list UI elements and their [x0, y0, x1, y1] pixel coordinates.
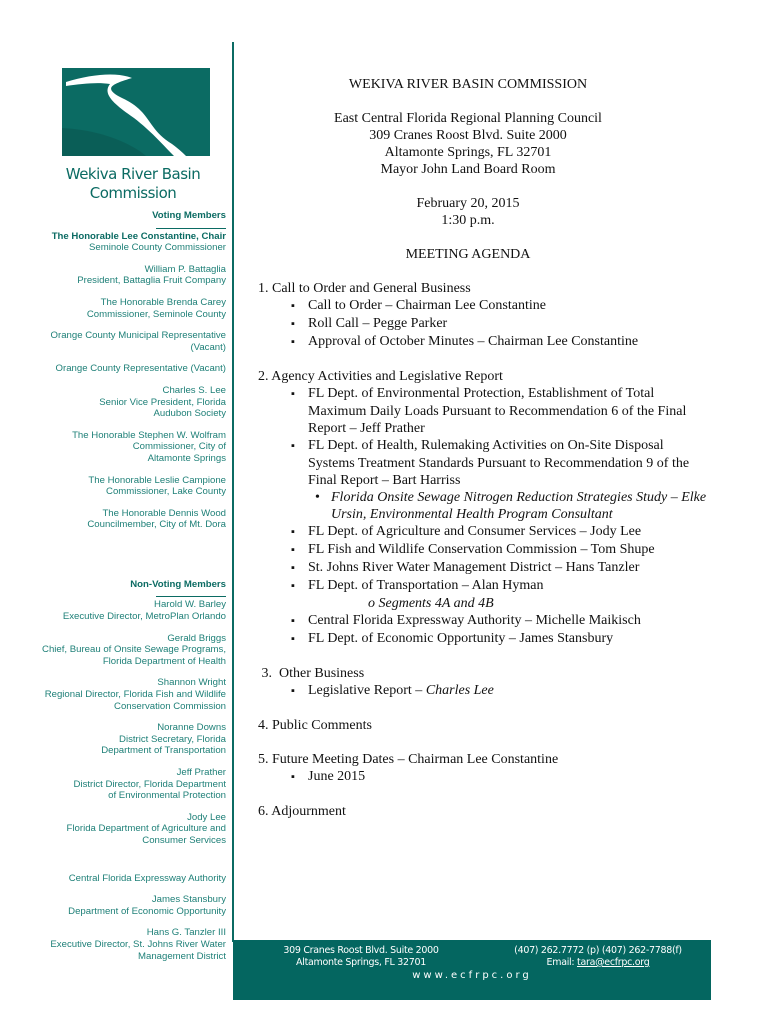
member-title: District Secretary, Florida: [119, 733, 226, 745]
subitem-text: Florida Onsite Sewage Nitrogen Reduction Strategies Study – Elke Ursin, Environmental Health Program Consultant: [331, 490, 707, 522]
nonvoting-members-list: [30, 599, 226, 962]
member-entry: [30, 927, 226, 962]
agenda-section-5: [258, 751, 708, 786]
wekiva-river-logo: [62, 68, 210, 156]
agenda-title: MEETING AGENDA: [405, 247, 531, 262]
member-entry: [30, 264, 226, 287]
item-label: Legislative Report –: [308, 683, 426, 698]
member-title: District Director, Florida Department: [73, 778, 226, 790]
member-name: Orange County Representative (Vacant): [55, 363, 226, 375]
agenda-item: ▪ FL Dept. of Transportation – Alan Hyman: [258, 577, 708, 595]
member-name: Harold W. Barley: [154, 599, 226, 611]
member-title: Audubon Society: [153, 408, 226, 420]
member-entry: [30, 508, 226, 531]
member-title: Commissioner, City of: [132, 441, 226, 453]
agenda-item: ▪ FL Fish and Wildlife Conservation Commission – Tom Shupe: [258, 541, 708, 559]
agenda-item: ▪ Call to Order – Chairman Lee Constantine: [258, 297, 708, 315]
agenda-section-1: [258, 280, 708, 351]
member-title: Management District: [138, 950, 226, 962]
member-sidebar: [30, 210, 226, 972]
member-title: Commissioner, Seminole County: [86, 308, 226, 320]
member-entry: [30, 812, 226, 847]
member-title: Councilmember, City of Mt. Dora: [87, 519, 226, 531]
agenda-section-4: 4. Public Comments: [258, 718, 372, 733]
agenda-item: ▪ Approval of October Minutes – Chairman Lee Constantine: [258, 333, 708, 351]
nonvoting-heading: Non-Voting Members: [130, 578, 226, 590]
member-entry: [30, 633, 226, 668]
footer: [233, 940, 711, 1000]
agenda-item: ▪ June 2015: [258, 768, 708, 786]
agenda-item: ▪ St. Johns River Water Management District – Hans Tanzler: [258, 559, 708, 577]
address-line: 309 Cranes Roost Blvd. Suite 2000: [369, 128, 567, 143]
agenda-item: ▪ Central Florida Expressway Authority – Michelle Maikisch: [258, 612, 708, 630]
address-line: East Central Florida Regional Planning Council: [334, 111, 602, 126]
member-name: Central Florida Expressway Authority: [68, 872, 226, 884]
meeting-location: [228, 110, 708, 178]
org-name-line: Commission: [89, 184, 177, 202]
member-entry: [30, 767, 226, 802]
member-name: James Stansbury: [151, 894, 226, 906]
member-title: (Vacant): [190, 341, 226, 353]
member-name: Charles S. Lee: [162, 384, 226, 396]
section-heading: 2. Agency Activities and Legislative Report: [258, 369, 503, 384]
member-title: Senior Vice President, Florida: [99, 396, 226, 408]
agenda-item: ▪ FL Dept. of Environmental Protection, Establishment of Total Maximum Daily Loads Pursuant to Recommendation 6 of the Final Report – Jeff Prather: [258, 385, 708, 437]
member-entry: [30, 385, 226, 420]
member-title: Seminole County Commissioner: [88, 242, 226, 254]
agenda-item: ▪ FL Dept. of Health, Rulemaking Activities on On-Site Disposal Systems Treatment Standards Pursuant to Recommendation 9 of the Final Report – Bart Harriss: [258, 437, 708, 489]
divider: [156, 228, 226, 229]
agenda-main: [258, 76, 708, 837]
member-entry: [30, 363, 226, 375]
footer-address: [281, 945, 441, 969]
address-line: Mayor John Land Board Room: [380, 162, 556, 177]
item-presenter: Charles Lee: [425, 683, 494, 698]
member-entry: [30, 297, 226, 320]
email-label: Email:: [546, 957, 578, 968]
section-heading: 1. Call to Order and General Business: [258, 281, 471, 296]
member-title: President, Battaglia Fruit Company: [77, 275, 226, 287]
website-link[interactable]: www.ecfrpc.org: [412, 970, 532, 981]
member-name: Shannon Wright: [157, 677, 226, 689]
member-entry: [30, 475, 226, 498]
member-entry: [30, 722, 226, 757]
member-name: Gerald Briggs: [167, 632, 226, 644]
voting-members-list: [30, 231, 226, 531]
member-title: Department of Economic Opportunity: [68, 905, 226, 917]
meeting-date: February 20, 2015: [416, 196, 520, 211]
member-entry: [30, 231, 226, 254]
member-name: The Honorable Leslie Campione: [88, 474, 226, 486]
commission-title: WEKIVA RIVER BASIN COMMISSION: [348, 77, 588, 92]
member-name: The Honorable Lee Constantine, Chair: [51, 230, 226, 242]
org-name: [58, 165, 208, 203]
member-entry: [30, 677, 226, 712]
agenda-subitem: o Segments 4A and 4B: [368, 596, 494, 611]
agenda-item: ▪ FL Dept. of Economic Opportunity – James Stansbury: [258, 630, 708, 648]
member-title: Department of Transportation: [101, 745, 226, 757]
member-name: The Honorable Brenda Carey: [100, 296, 226, 308]
member-title: Florida Department of Health: [102, 655, 226, 667]
member-title: Chief, Bureau of Onsite Sewage Programs,: [42, 644, 226, 656]
member-title: Regional Director, Florida Fish and Wildlife: [44, 689, 226, 701]
footer-phone: (407) 262.7772 (p) (407) 262-7788(f): [514, 945, 682, 956]
member-title: Executive Director, St. Johns River Water: [50, 938, 226, 950]
member-entry: [30, 430, 226, 465]
member-title: Conservation Commission: [114, 700, 226, 712]
member-title: Altamonte Springs: [147, 452, 226, 464]
member-title: Consumer Services: [142, 834, 226, 846]
member-name: The Honorable Dennis Wood: [102, 507, 226, 519]
org-name-line: Wekiva River Basin: [65, 165, 201, 183]
member-title: Florida Department of Agriculture and: [66, 823, 226, 835]
member-entry: [30, 894, 226, 917]
member-entry: [30, 330, 226, 353]
member-name: Jody Lee: [187, 811, 226, 823]
meeting-datetime: [228, 195, 708, 229]
footer-address-line: Altamonte Springs, FL 32701: [296, 957, 426, 968]
member-title: Executive Director, MetroPlan Orlando: [62, 611, 226, 623]
member-name: The Honorable Stephen W. Wolfram: [72, 429, 226, 441]
section-heading: 3. Other Business: [258, 666, 365, 681]
agenda-section-6: 6. Adjournment: [258, 804, 346, 819]
address-line: Altamonte Springs, FL 32701: [384, 145, 552, 160]
member-title: Commissioner, Lake County: [106, 486, 226, 498]
member-name: Noranne Downs: [157, 722, 226, 734]
divider: [156, 596, 226, 597]
member-title: of Environmental Protection: [108, 790, 226, 802]
member-name: William P. Battaglia: [144, 263, 226, 275]
agenda-item: [258, 682, 708, 700]
footer-address-line: 309 Cranes Roost Blvd. Suite 2000: [283, 945, 439, 956]
footer-contact: [513, 945, 683, 969]
agenda-item: ▪ FL Dept. of Agriculture and Consumer Services – Jody Lee: [258, 523, 708, 541]
member-entry: [30, 873, 226, 885]
member-name: Orange County Municipal Representative: [50, 330, 226, 342]
section-heading: 5. Future Meeting Dates – Chairman Lee Constantine: [258, 752, 559, 767]
member-name: Jeff Prather: [176, 767, 226, 778]
voting-heading: Voting Members: [152, 210, 226, 221]
meeting-time: 1:30 p.m.: [441, 213, 495, 228]
email-link[interactable]: tara@ecfrpc.org: [577, 957, 650, 968]
member-entry: [30, 599, 226, 622]
member-name: Hans G. Tanzler III: [146, 927, 226, 939]
agenda-subitem: • Florida Onsite Sewage Nitrogen Reduction Strategies Study – Elke Ursin, Environmental Health Program Consultant: [315, 490, 707, 522]
agenda-section-3: [258, 665, 708, 700]
agenda-section-2: [258, 368, 708, 648]
agenda-item: ▪ Roll Call – Pegge Parker: [258, 315, 708, 333]
